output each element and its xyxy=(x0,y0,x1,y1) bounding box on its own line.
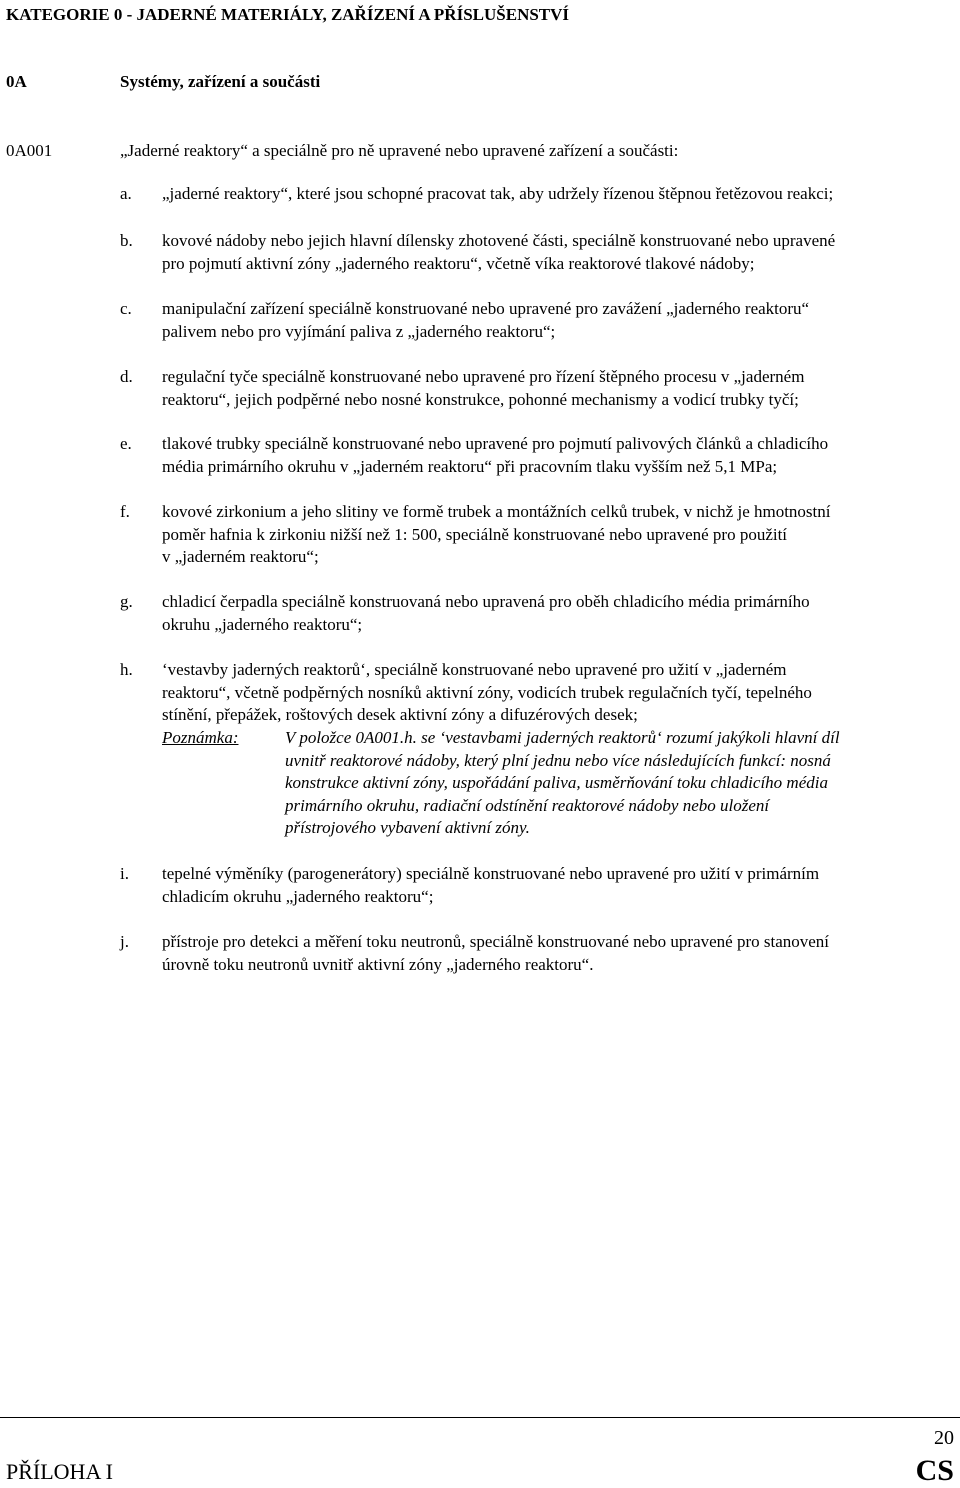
item-label: a. xyxy=(120,184,132,203)
entry-title: „Jaderné reaktory“ a speciálně pro ně upravené nebo upravené zařízení a součásti: xyxy=(120,141,679,160)
section-title: Systémy, zařízení a součásti xyxy=(120,72,321,91)
list-item-d xyxy=(120,366,950,411)
item-line: přístroje pro detekci a měření toku neutronů, speciálně konstruované nebo upravené pro stanovení xyxy=(162,932,830,951)
footer-divider xyxy=(0,1417,960,1418)
language-code: CS xyxy=(915,1454,954,1487)
note-label: Poznámka: xyxy=(162,728,239,747)
item-line: reaktoru“, jejich podpěrné nebo nosné konstrukce, pohonné mechanismy a vodicí trubky tyčí; xyxy=(162,389,799,409)
item-line: reaktoru“, včetně podpěrných nosníků aktivní zóny, vodicích trubek regulačních tyčí, tepelného xyxy=(162,682,812,702)
list-item-c xyxy=(120,298,950,343)
item-line: tepelné výměníky (parogenerátory) speciálně konstruované nebo upravené pro užití v primárním xyxy=(162,864,820,883)
item-line: pro pojmutí aktivní zóny „jaderného reaktoru“, včetně víka reaktorové tlakové nádoby; xyxy=(162,253,755,273)
item-line: kovové zirkonium a jeho slitiny ve formě trubek a montážních celků trubek, v nichž je hmotnostní xyxy=(162,502,831,521)
item-label: g. xyxy=(120,592,133,611)
category-heading: KATEGORIE 0 - JADERNÉ MATERIÁLY, ZAŘÍZENÍ A PŘÍSLUŠENSTVÍ xyxy=(6,5,570,24)
item-line: ‘vestavby jaderných reaktorů‘, speciálně konstruované nebo upravené pro užití v „jaderném xyxy=(162,660,787,679)
note-line: V položce 0A001.h. se ‘vestavbami jaderných reaktorů‘ rozumí jakýkoli hlavní díl xyxy=(285,728,840,747)
item-label: i. xyxy=(120,864,129,883)
item-line: manipulační zařízení speciálně konstruované nebo upravené pro zavážení „jaderného reaktoru“ xyxy=(162,299,810,318)
note-block xyxy=(162,727,952,840)
list-item-j xyxy=(120,931,950,976)
list-item-a xyxy=(120,183,950,206)
item-line: „jaderné reaktory“, které jsou schopné pracovat tak, aby udržely řízenou štěpnou řetězovou reakci; xyxy=(162,184,834,203)
list-item-b xyxy=(120,230,950,275)
note-line: přístrojového vybavení aktivní zóny. xyxy=(285,818,530,837)
item-label: c. xyxy=(120,299,132,318)
item-label: b. xyxy=(120,231,133,250)
item-line: palivem nebo pro vyjímání paliva z „jaderného reaktoru“; xyxy=(162,321,556,341)
item-line: tlakové trubky speciálně konstruované nebo upravené pro pojmutí palivových článků a chladicího xyxy=(162,434,829,453)
item-line: poměr hafnia k zirkoniu nižší než 1: 500, speciálně konstruované nebo upravené pro použití xyxy=(162,524,788,544)
list-item-f xyxy=(120,501,950,569)
item-line: média primárního okruhu v „jaderném reaktoru“ při pracovním tlaku vyšším než 5,1 MPa; xyxy=(162,456,778,476)
list-item-g xyxy=(120,591,950,636)
item-line: v „jaderném reaktoru“; xyxy=(162,547,319,566)
note-line: uvnitř reaktorové nádoby, který plní jednu nebo více následujících funkcí: nosná xyxy=(285,750,831,770)
annex-label: PŘÍLOHA I xyxy=(6,1459,113,1484)
list-item-e xyxy=(120,433,950,478)
item-line: okruhu „jaderného reaktoru“; xyxy=(162,614,363,634)
item-label: d. xyxy=(120,367,133,386)
item-line: regulační tyče speciálně konstruované nebo upravené pro řízení štěpného procesu v „jaderném xyxy=(162,367,805,386)
item-label: j. xyxy=(120,932,129,951)
section-code: 0A xyxy=(6,72,27,91)
entry-code: 0A001 xyxy=(6,141,53,160)
note-line: primárního okruhu, radiační odstínění reaktorové nádoby nebo uložení xyxy=(285,795,770,815)
note-line: konstrukce aktivní zóny, uspořádání paliva, usměrňování toku chladicího média xyxy=(285,773,828,792)
item-line: úrovně toku neutronů uvnitř aktivní zóny „jaderného reaktoru“. xyxy=(162,954,594,974)
item-label: h. xyxy=(120,660,133,679)
list-item-h xyxy=(120,659,950,727)
page-number: 20 xyxy=(934,1427,954,1449)
list-item-i xyxy=(120,863,950,908)
item-line: stínění, přepážek, roštových desek aktivní zóny a difuzérových desek; xyxy=(162,705,638,724)
item-line: chladicím okruhu „jaderného reaktoru“; xyxy=(162,886,434,906)
item-label: f. xyxy=(120,502,130,521)
item-line: chladicí čerpadla speciálně konstruovaná nebo upravená pro oběh chladicího média primárního xyxy=(162,592,810,611)
item-line: kovové nádoby nebo jejich hlavní dílensky zhotovené části, speciálně konstruované nebo upravené xyxy=(162,231,836,250)
item-label: e. xyxy=(120,434,132,453)
